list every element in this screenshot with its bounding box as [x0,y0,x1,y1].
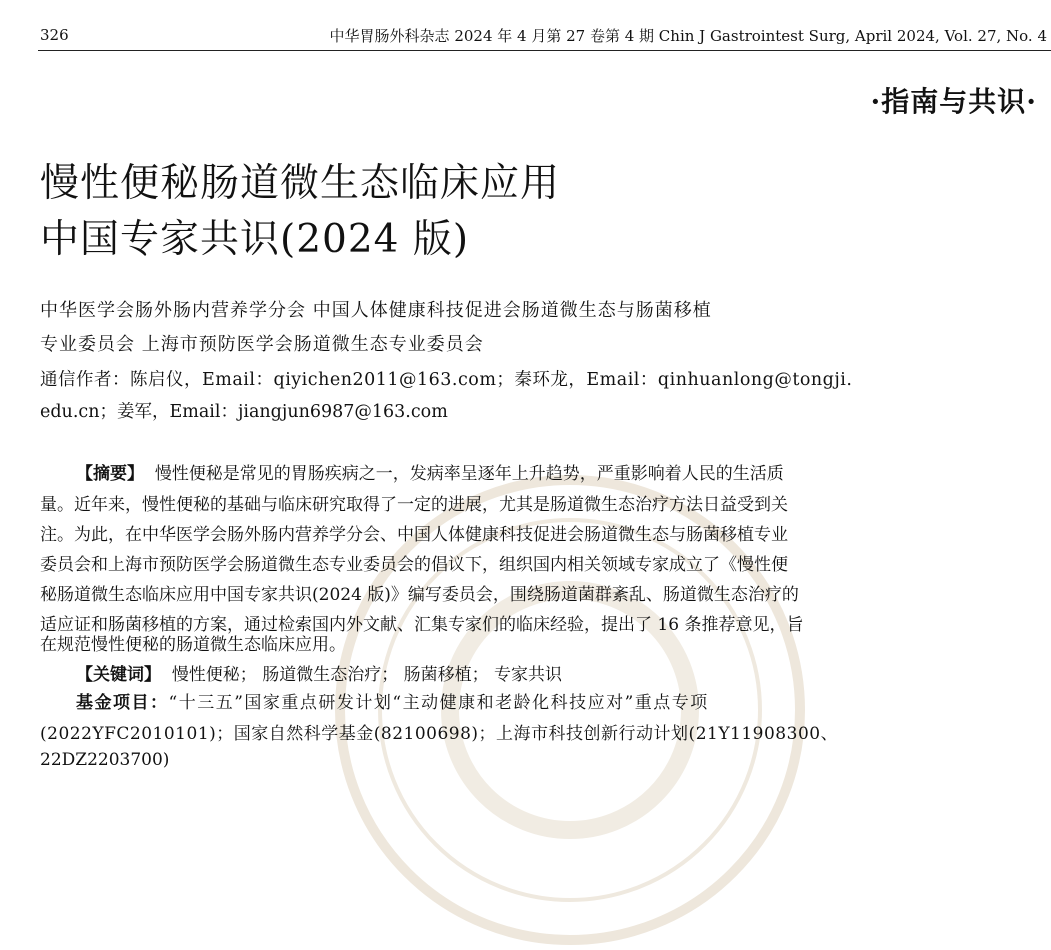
funding-text: “十三五”国家重点研发计划“主动健康和老龄化科技应对”重点专项 [168,693,709,713]
abstract-line: 适应证和肠菌移植的方案，通过检索国内外文献、汇集专家们的临床经验，提出了 16 条推荐意见，旨 [40,615,804,635]
header-rule [38,50,1051,51]
abstract-label: 【摘要】 [76,464,144,484]
abstract-line: 注。为此，在中华医学会肠外肠内营养学分会、中国人体健康科技促进会肠道微生态与肠菌移植专业 [40,525,788,545]
abstract-line: 委员会和上海市预防医学会肠道微生态专业委员会的倡议下，组织国内相关领域专家成立了《慢性便 [40,555,788,575]
keywords-text: 慢性便秘； 肠道微生态治疗； 肠菌移植； 专家共识 [171,665,563,685]
abstract-line [76,459,784,484]
affiliation-line-2: 专业委员会 上海市预防医学会肠道微生态专业委员会 [40,334,484,355]
abstract-line: 秘肠道微生态临床应用中国专家共识(2024 版)》编写委员会，围绕肠道菌群紊乱、肠道微生态治疗的 [40,585,799,605]
abstract-line: 量。近年来，慢性便秘的基础与临床研究取得了一定的进展，尤其是肠道微生态治疗方法日益受到关 [40,495,788,515]
running-header: 中华胃肠外科杂志 2024 年 4 月第 27 卷第 4 期 Chin J Gastrointest Surg, April 2024, Vol. 27, No. 4 [329,27,1047,45]
funding-label: 基金项目： [76,693,169,713]
abstract-line: 在规范慢性便秘的肠道微生态临床应用。 [40,635,346,655]
article-title-line-2: 中国专家共识(2024 版) [40,217,470,262]
keywords-label: 【关键词】 [76,665,161,685]
page-number: 326 [40,26,69,44]
funding-line-1 [76,688,709,713]
keywords-line [76,660,562,685]
abstract-text: 慢性便秘是常见的胃肠疾病之一，发病率呈逐年上升趋势，严重影响着人民的生活质 [154,464,784,484]
correspondence-line-2: edu.cn；姜军，Email：jiangjun6987@163.com [40,402,448,422]
correspondence-line-1: 通信作者：陈启仪，Email：qiyichen2011@163.com；秦环龙，Email：qinhuanlong@tongji. [40,370,853,390]
affiliation-line-1: 中华医学会肠外肠内营养学分会 中国人体健康科技促进会肠道微生态与肠菌移植 [40,300,712,321]
funding-line-2: (2022YFC2010101)；国家自然科学基金(82100698)；上海市科技创新行动计划(21Y11908300、 [40,724,839,744]
section-label: ·指南与共识· [870,85,1037,118]
funding-line-3: 22DZ2203700) [40,750,170,770]
article-title-line-1: 慢性便秘肠道微生态临床应用 [40,161,561,206]
